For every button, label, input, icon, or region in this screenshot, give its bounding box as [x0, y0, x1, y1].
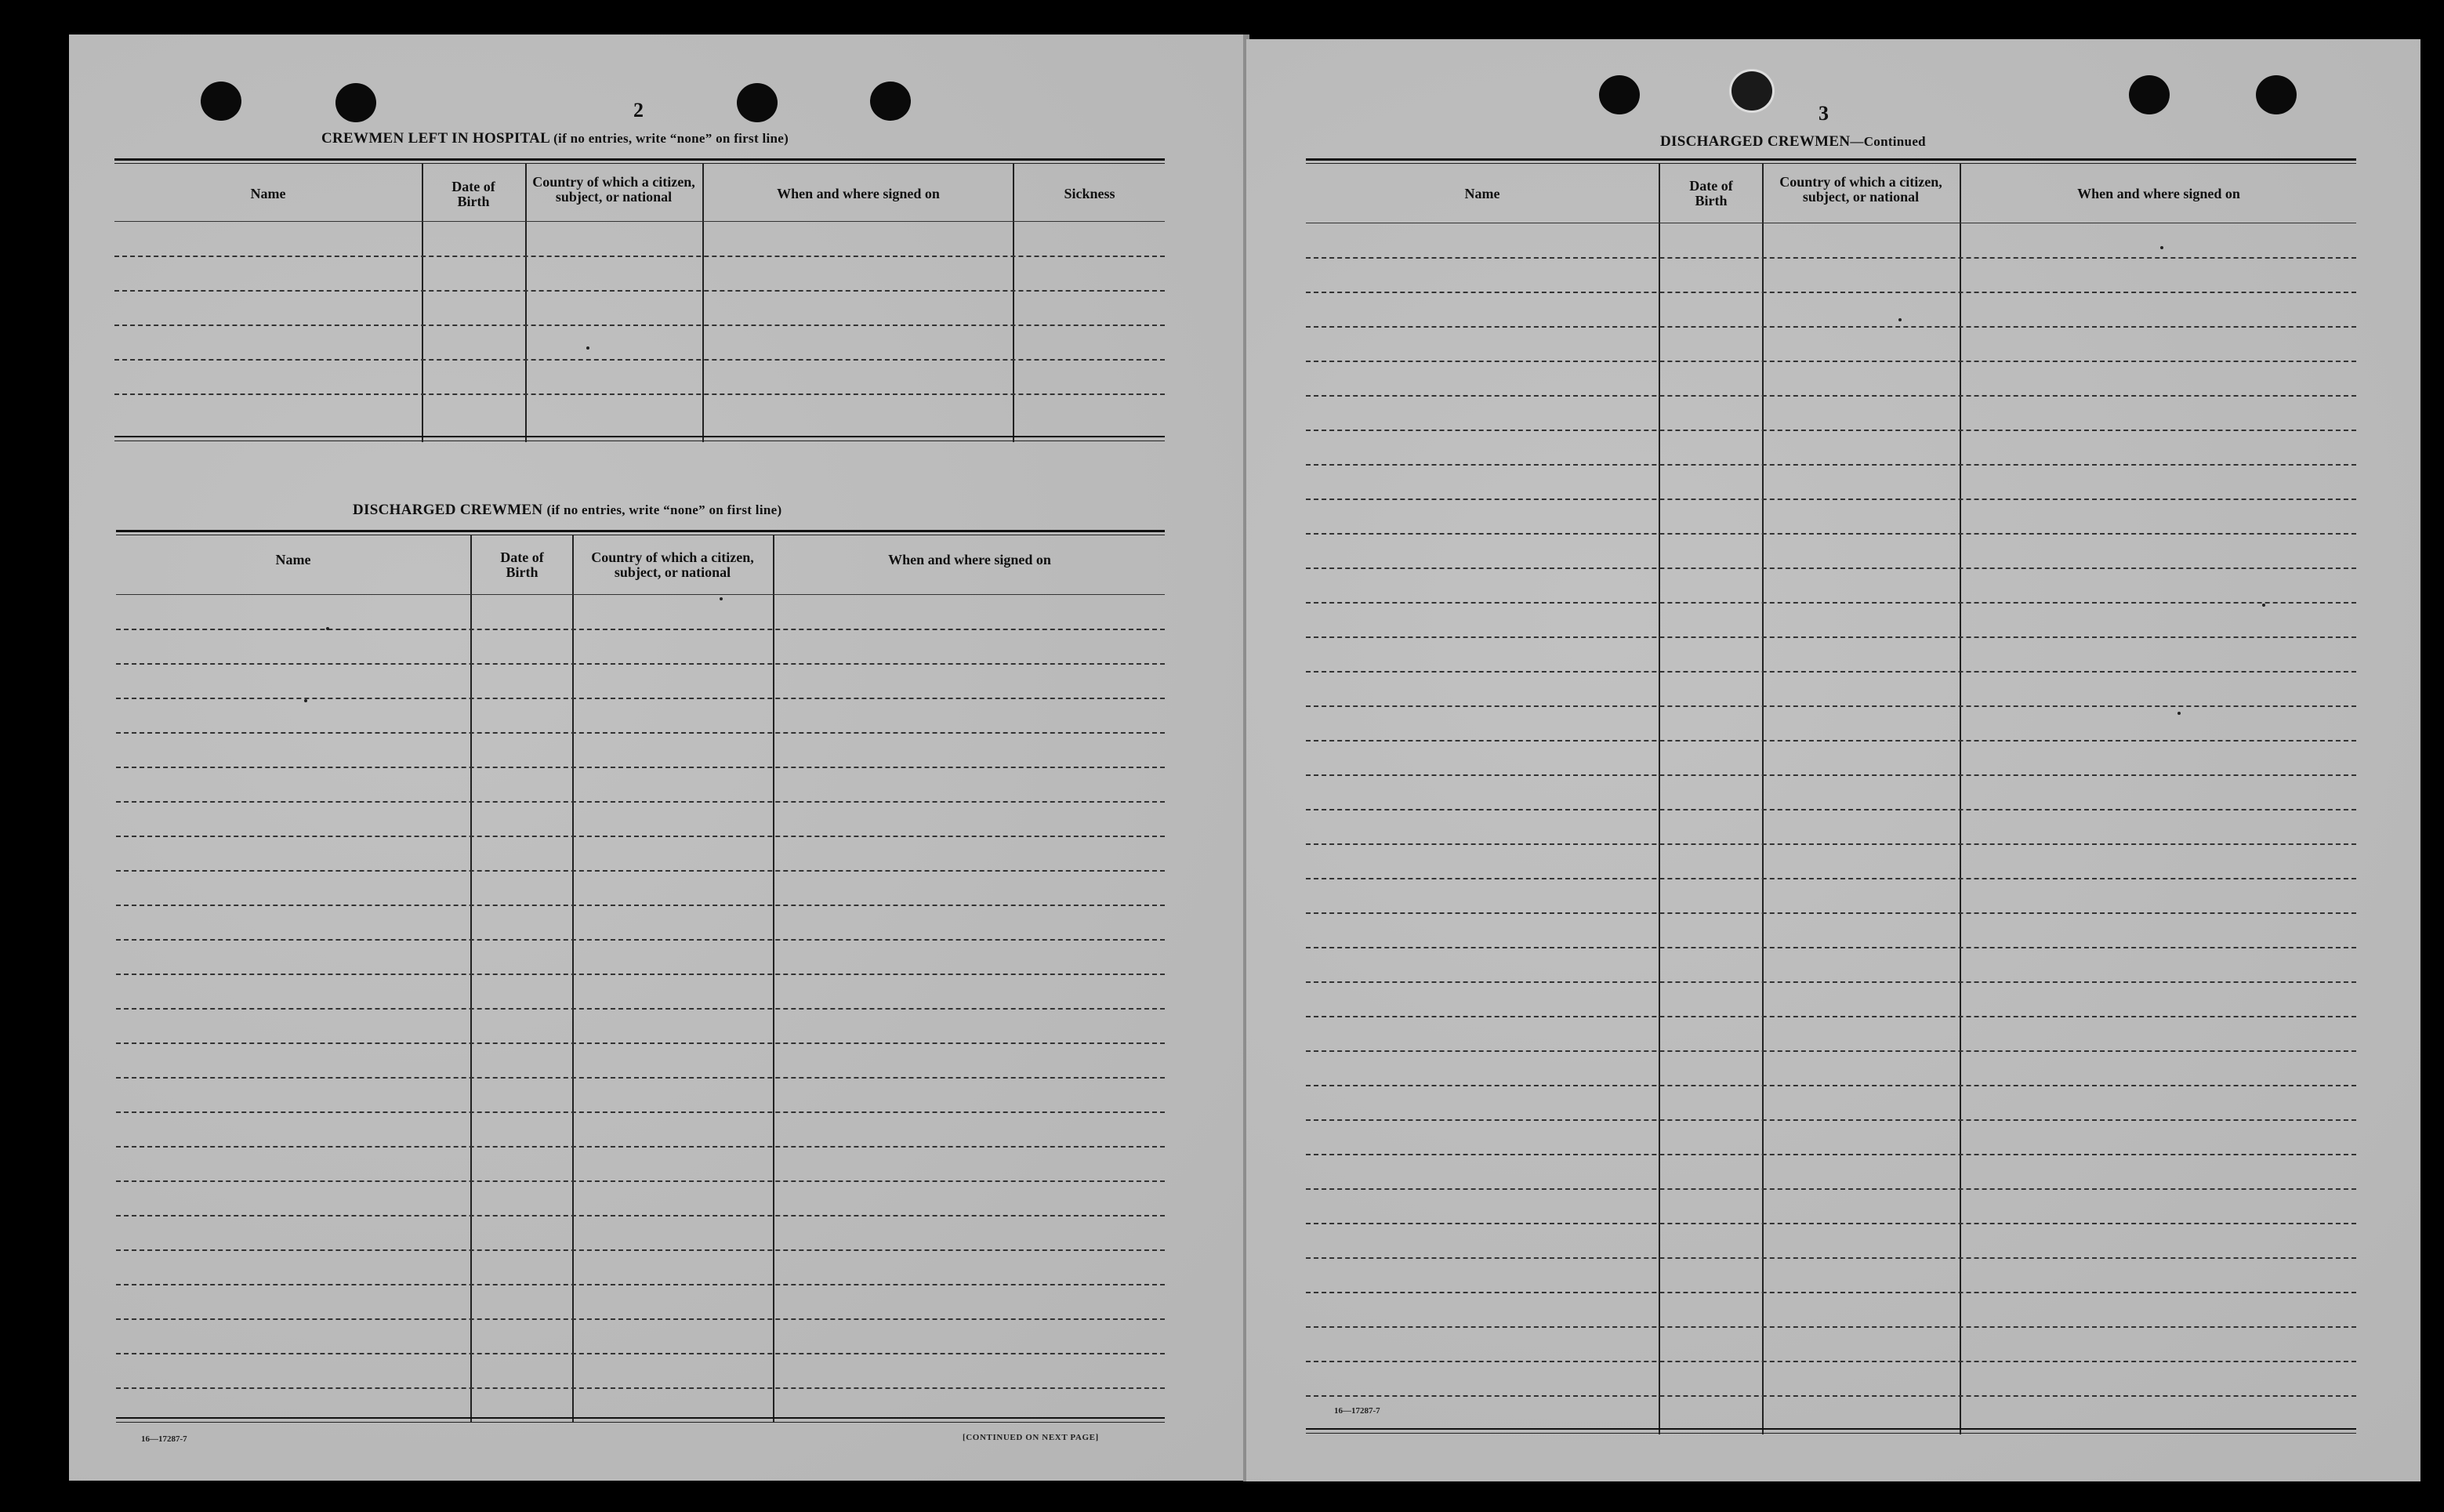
hospital-title-text: CREWMEN LEFT IN HOSPITAL — [321, 130, 550, 147]
col-header-sickness: Sickness — [1064, 185, 1115, 201]
col-header-date-of-birth: Date of Birth — [500, 549, 544, 580]
col-header-name: Name — [250, 185, 286, 201]
discharged-title-text: DISCHARGED CREWMEN — [353, 502, 543, 518]
discharged-continued-title-text: DISCHARGED CREWMEN — [1660, 133, 1851, 150]
page-number: 3 — [1818, 102, 1829, 125]
punch-hole-icon — [870, 82, 911, 121]
punch-hole-icon — [335, 83, 376, 122]
col-header-country: Country of which a citizen, subject, or national — [591, 549, 754, 580]
col-header-signed-on: When and where signed on — [777, 185, 940, 201]
hospital-table — [114, 158, 1165, 475]
punch-hole-icon — [1599, 75, 1640, 114]
discharged-continued-title — [1660, 133, 1926, 150]
discharged-continued-suffix: —Continued — [1850, 134, 1926, 149]
discharged-table — [116, 530, 1165, 1423]
col-header-signed-on: When and where signed on — [2077, 185, 2240, 201]
hospital-section-title — [321, 130, 789, 147]
punch-hole-icon — [737, 83, 778, 122]
col-header-date-of-birth: Date of Birth — [1689, 178, 1733, 208]
page-number: 2 — [633, 99, 644, 121]
continued-note: [CONTINUED ON NEXT PAGE] — [963, 1433, 1099, 1442]
hospital-title-note: (if no entries, write “none” on first line) — [553, 131, 789, 146]
discharged-continued-table — [1306, 158, 2356, 1436]
punch-hole-icon — [1729, 69, 1775, 113]
punch-hole-icon — [201, 82, 241, 121]
right-page — [1246, 39, 2420, 1481]
left-page — [69, 34, 1245, 1481]
discharged-section-title — [353, 502, 781, 519]
col-header-name: Name — [275, 551, 311, 567]
col-header-signed-on: When and where signed on — [888, 551, 1051, 567]
col-header-name: Name — [1464, 185, 1500, 201]
col-header-date-of-birth: Date of Birth — [451, 179, 495, 209]
col-header-country: Country of which a citizen, subject, or national — [1779, 174, 1942, 205]
discharged-title-note: (if no entries, write “none” on first line) — [546, 502, 782, 517]
form-number: 16—17287-7 — [141, 1434, 187, 1444]
form-number: 16—17287-7 — [1334, 1406, 1380, 1416]
punch-hole-icon — [2129, 75, 2170, 114]
punch-hole-icon — [2256, 75, 2297, 114]
col-header-country: Country of which a citizen, subject, or national — [532, 174, 695, 205]
